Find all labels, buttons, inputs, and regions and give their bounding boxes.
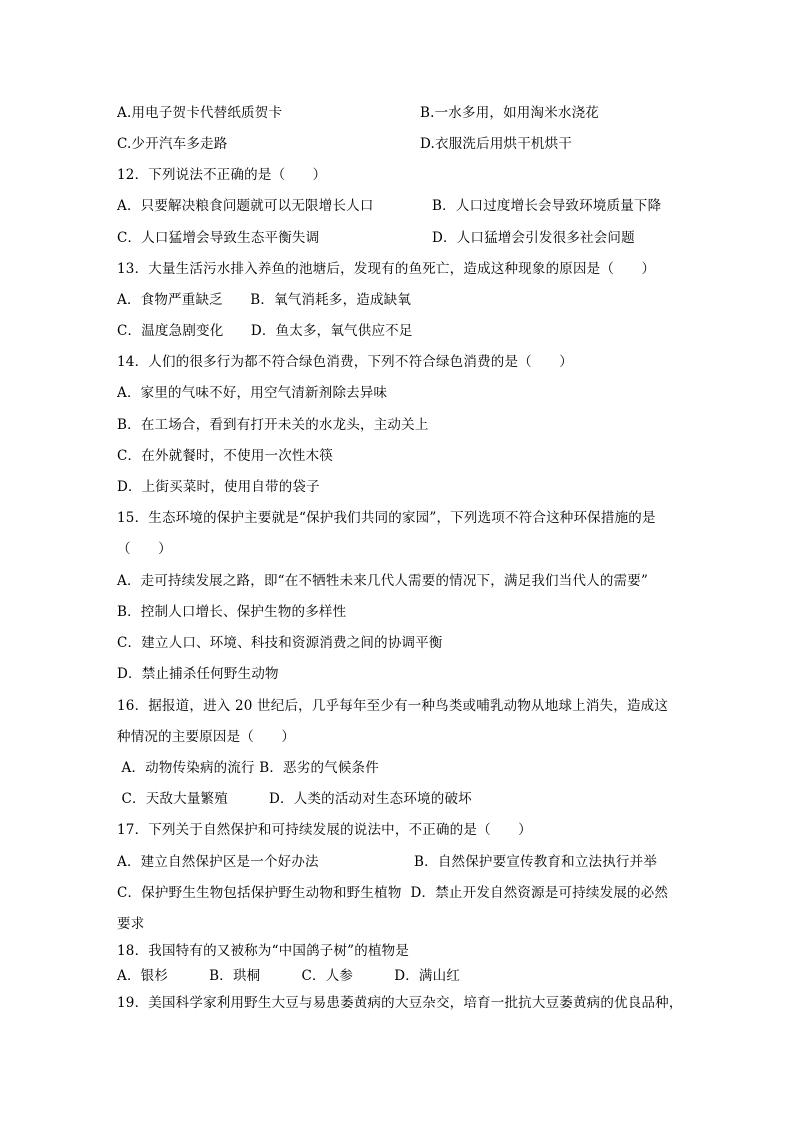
options-13cd: C．温度急剧变化 D．鱼太多，氧气供应不足 xyxy=(117,323,413,339)
question-16-cont: 种情况的主要原因是（ ） xyxy=(117,729,296,745)
option-11c: C.少开汽车多走路 xyxy=(117,136,228,152)
question-16: 16．据报道，进入 20 世纪后，几乎每年至少有一种鸟类或哺乳动物从地球上消失，造成这 xyxy=(117,698,669,714)
option-15d: D．禁止捕杀任何野生动物 xyxy=(117,666,279,682)
options-13ab: A．食物严重缺乏 B．氧气消耗多，造成缺氧 xyxy=(117,292,412,308)
option-15a: A．走可持续发展之路，即“在不牺牲未来几代人需要的情况下，满足我们当代人的需要” xyxy=(117,573,649,589)
option-14a: A．家里的气味不好，用空气清新剂除去异味 xyxy=(117,385,388,401)
option-14d: D．上街买菜时，使用自带的袋子 xyxy=(117,479,320,495)
question-18: 18．我国特有的又被称为“中国鸽子树”的植物是 xyxy=(117,943,410,959)
options-17cd: C．保护野生生物包括保护野生动物和野生植物 D．禁止开发自然资源是可持续发展的必然 xyxy=(117,885,669,901)
option-17a: A．建立自然保护区是一个好办法 xyxy=(117,854,319,870)
option-15b: B．控制人口增长、保护生物的多样性 xyxy=(117,604,347,620)
question-19: 19．美国科学家利用野生大豆与易患萎黄病的大豆杂交，培育一批抗大豆萎黄病的优良品种， xyxy=(117,995,683,1011)
option-12c: C．人口猛增会导致生态平衡失调 xyxy=(117,230,320,246)
question-15: 15．生态环境的保护主要就是“保护我们共同的家园”，下列选项不符合这种环保措施的是 xyxy=(117,510,656,526)
option-12b: B．人口过度增长会导致环境质量下降 xyxy=(432,198,662,214)
options-17cd-cont: 要求 xyxy=(117,916,145,932)
option-12a: A．只要解决粮食问题就可以无限增长人口 xyxy=(117,198,374,214)
question-12: 12．下列说法不正确的是（ ） xyxy=(117,167,327,183)
option-12d: D．人口猛增会引发很多社会问题 xyxy=(432,230,635,246)
question-15-cont: （ ） xyxy=(117,541,172,557)
options-18: A．银杉 B．珙桐 C．人参 D．满山红 xyxy=(117,968,461,984)
options-16cd: C．天敌大量繁殖 D．人类的活动对生态环境的破坏 xyxy=(117,791,472,807)
option-15c: C．建立人口、环境、科技和资源消费之间的协调平衡 xyxy=(117,635,443,651)
question-14: 14．人们的很多行为都不符合绿色消费，下列不符合绿色消费的是（ ） xyxy=(117,354,573,370)
option-14b: B．在工场合，看到有打开未关的水龙头，主动关上 xyxy=(117,417,429,433)
option-11d: D.衣服洗后用烘干机烘干 xyxy=(420,136,573,152)
option-11b: B.一水多用，如用淘米水浇花 xyxy=(420,105,600,121)
options-16ab: A．动物传染病的流行 B．恶劣的气候条件 xyxy=(117,760,379,776)
option-11a: A.用电子贺卡代替纸质贺卡 xyxy=(117,105,283,121)
question-17: 17．下列关于自然保护和可持续发展的说法中，不正确的是（ ） xyxy=(117,822,532,838)
option-17b: B．自然保护要宣传教育和立法执行并举 xyxy=(414,854,658,870)
option-14c: C．在外就餐时，不使用一次性木筷 xyxy=(117,448,334,464)
question-13: 13．大量生活污水排入养鱼的池塘后，发现有的鱼死亡，造成这种现象的原因是（ ） xyxy=(117,261,656,277)
